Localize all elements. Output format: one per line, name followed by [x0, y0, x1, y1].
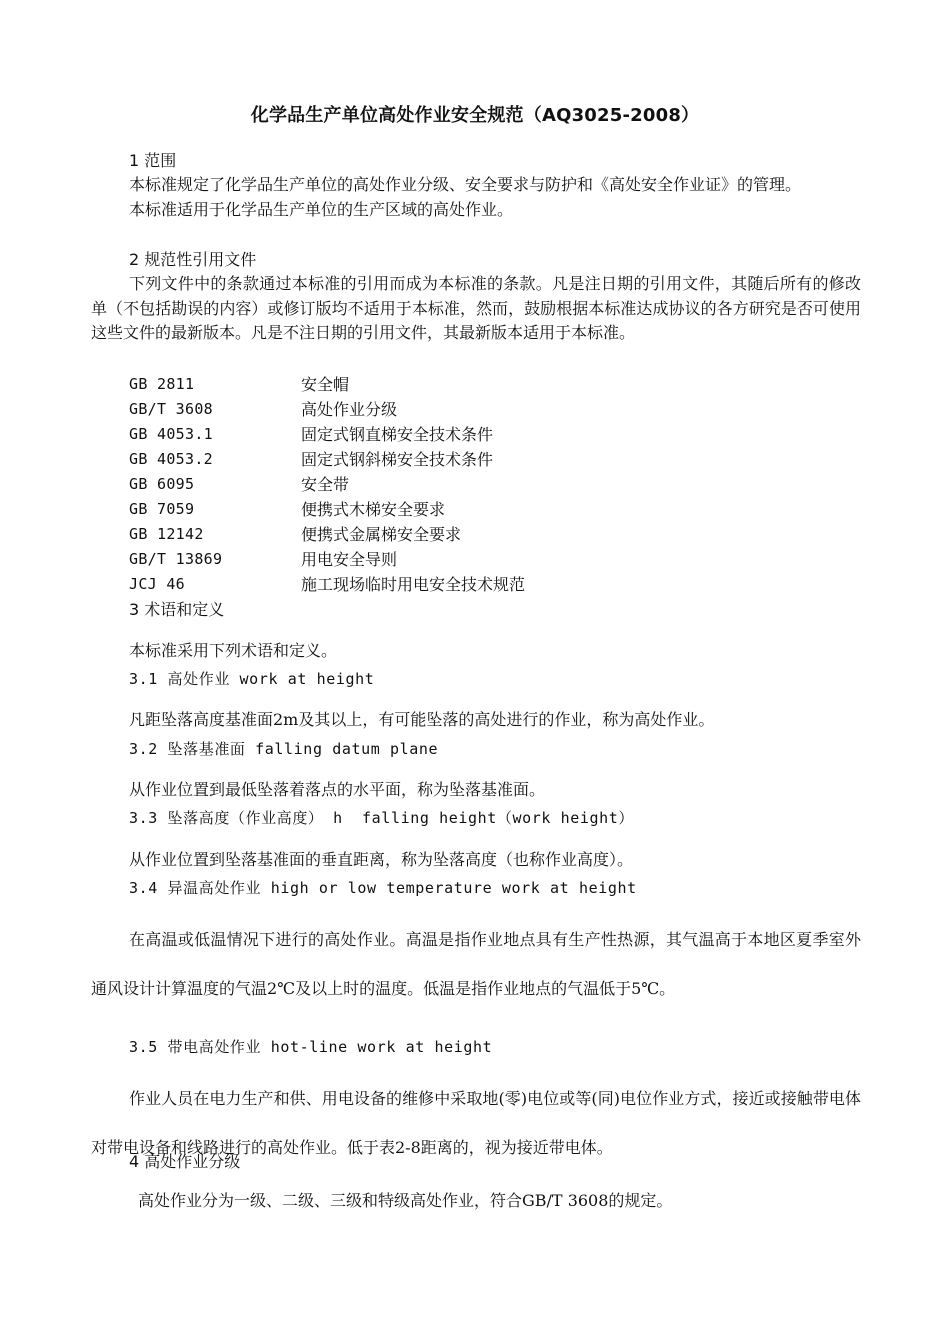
- scope-paragraph-2: 本标准适用于化学品生产单位的生产区域的高处作业。: [129, 199, 514, 219]
- reference-name: 高处作业分级: [301, 400, 398, 419]
- reference-item: [129, 447, 829, 472]
- reference-item: [129, 372, 829, 397]
- reference-name: 便携式木梯安全要求: [301, 500, 446, 519]
- section-heading-scope: 1 范围: [129, 151, 177, 170]
- reference-code: GB 7059: [129, 500, 195, 518]
- reference-name: 固定式钢直梯安全技术条件: [301, 425, 494, 444]
- term-definition-3-5: 作业人员在电力生产和供、用电设备的维修中采取地(零)电位或等(同)电位作业方式，接近或接触带电体对带电设备和线路进行的高处作业。低于表2-8距离的，视为接近带电体。: [91, 1089, 861, 1157]
- reference-item: [129, 547, 829, 572]
- section-heading-terms: 3 术语和定义: [129, 600, 225, 619]
- section-heading-classification: 4 高处作业分级: [129, 1152, 241, 1171]
- section-classification: [91, 1149, 861, 1174]
- reference-name: 便携式金属梯安全要求: [301, 525, 462, 544]
- reference-name: 用电安全导则: [301, 550, 398, 569]
- references-paragraph: 下列文件中的条款通过本标准的引用而成为本标准的条款。凡是注日期的引用文件，其随后所有的修改单（不包括勘误的内容）或修订版均不适用于本标准，然而，鼓励根据本标准达成协议的各方研究是否可使用这些文件的最新版本。凡是不注日期的引用文件，其最新版本适用于本标准。: [91, 274, 861, 342]
- reference-code: GB 6095: [129, 475, 195, 493]
- reference-name: 安全带: [301, 475, 350, 494]
- reference-item: [129, 572, 829, 597]
- scope-paragraph-1: 本标准规定了化学品生产单位的高处作业分级、安全要求与防护和《高处安全作业证》的管理。: [129, 175, 802, 194]
- section-scope: [91, 148, 861, 222]
- term-definition-3-4: 在高温或低温情况下进行的高处作业。高温是指作业地点具有生产性热源，其气温高于本地区夏季室外通风设计计算温度的气温2℃及以上时的温度。低温是指作业地点的气温低于5℃。: [91, 930, 861, 998]
- document-title: 化学品生产单位高处作业安全规范（AQ3025-2008）: [250, 105, 700, 126]
- term-definition-3-2: 从作业位置到最低坠落着落点的水平面，称为坠落基准面。: [129, 780, 546, 799]
- term-heading-3-5: 3.5 带电高处作业 hot-line work at height: [129, 1038, 493, 1056]
- section-terms: [91, 597, 861, 622]
- classification-paragraph: 高处作业分为一级、二级、三级和特级高处作业，符合GB/T 3608的规定。: [138, 1191, 673, 1210]
- reference-item: [129, 397, 829, 422]
- reference-name: 固定式钢斜梯安全技术条件: [301, 450, 494, 469]
- reference-name: 安全帽: [301, 375, 350, 394]
- term-definition-3-3: 从作业位置到坠落基准面的垂直距离，称为坠落高度（也称作业高度）。: [129, 850, 634, 869]
- reference-code: GB 4053.1: [129, 425, 213, 443]
- reference-code: GB/T 3608: [129, 400, 213, 418]
- reference-item: [129, 497, 829, 522]
- reference-name: 施工现场临时用电安全技术规范: [301, 575, 526, 594]
- reference-code: GB 12142: [129, 525, 204, 543]
- reference-item: [129, 472, 829, 497]
- reference-code: GB/T 13869: [129, 550, 223, 568]
- reference-code: GB 4053.2: [129, 450, 213, 468]
- reference-item: [129, 522, 829, 547]
- section-normative-references: [91, 247, 861, 346]
- reference-list: [129, 372, 829, 597]
- term-heading-3-4: 3.4 异温高处作业 high or low temperature work at height: [129, 879, 637, 897]
- reference-code: JCJ 46: [129, 575, 185, 593]
- term-heading-3-1: 3.1 高处作业 work at height: [129, 670, 375, 688]
- terms-intro: 本标准采用下列术语和定义。: [129, 641, 338, 660]
- section-heading-references: 2 规范性引用文件: [129, 250, 257, 269]
- term-definition-3-1: 凡距坠落高度基准面2m及其以上，有可能坠落的高处进行的作业，称为高处作业。: [129, 710, 715, 729]
- term-heading-3-2: 3.2 坠落基准面 falling datum plane: [129, 740, 439, 758]
- reference-item: [129, 422, 829, 447]
- term-heading-3-3: 3.3 坠落高度（作业高度） h falling height（work height）: [129, 809, 635, 827]
- reference-code: GB 2811: [129, 375, 195, 393]
